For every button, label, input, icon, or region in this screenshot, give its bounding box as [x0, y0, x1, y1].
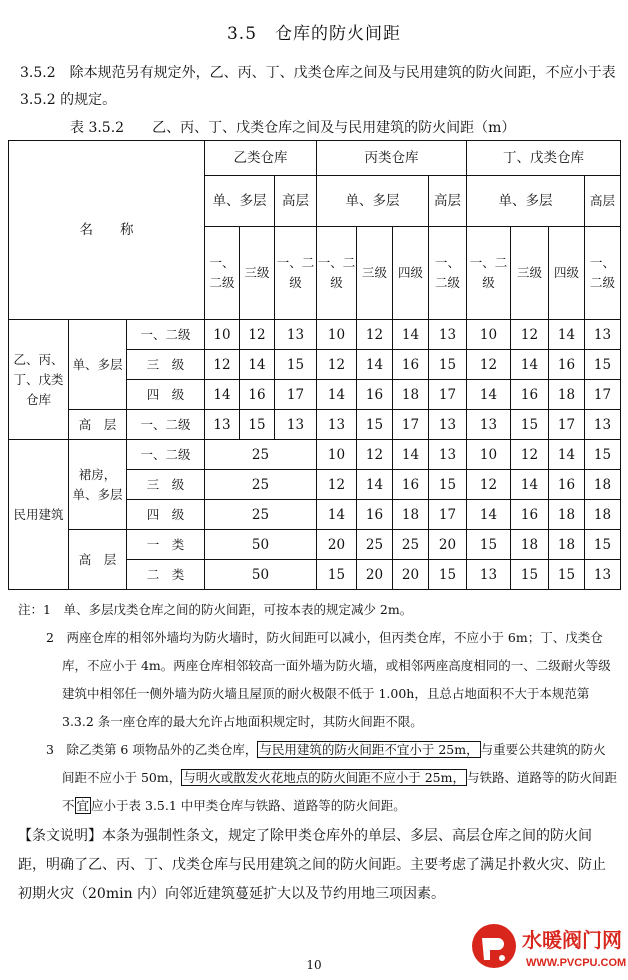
value-cell: 13 [585, 560, 621, 590]
value-cell: 25 [393, 530, 429, 560]
table-notes [18, 596, 618, 820]
value-cell: 13 [429, 410, 467, 440]
table-row [9, 440, 621, 470]
watermark-brand: 水暖阀门网 [522, 930, 622, 952]
value-cell: 13 [467, 410, 511, 440]
grade-cell: 一、二级 [127, 320, 205, 350]
value-cell: 13 [275, 410, 317, 440]
row-label-civil-high: 高 层 [69, 530, 127, 590]
row-label-warehouse: 乙、丙、丁、戊类仓库 [9, 320, 69, 440]
note-3-boxed-char: 宜 [76, 798, 90, 813]
value-cell: 15 [511, 410, 549, 440]
value-cell: 12 [240, 320, 275, 350]
page-number: 10 [306, 958, 322, 972]
floor-header: 高层 [275, 176, 317, 227]
group-header-dingwu: 丁、戊类仓库 [467, 141, 621, 176]
value-cell: 14 [511, 470, 549, 500]
value-cell: 16 [357, 380, 393, 410]
value-cell: 16 [357, 500, 393, 530]
row-label-warehouse-high: 高 层 [69, 410, 127, 440]
note-3-text: 与重要公共建筑的防火间距不应小于 50m， [62, 742, 606, 785]
value-cell: 14 [357, 470, 393, 500]
value-cell: 17 [429, 500, 467, 530]
value-cell: 14 [467, 500, 511, 530]
value-cell: 15 [549, 560, 585, 590]
floor-header: 单、多层 [205, 176, 275, 227]
value-cell: 15 [429, 560, 467, 590]
table-caption: 表 3.5.2 乙、丙、丁、戊类仓库之间及与民用建筑的防火间距（m） [70, 120, 516, 136]
floor-header: 单、多层 [467, 176, 585, 227]
grade-header: 四级 [549, 227, 585, 320]
value-cell: 14 [549, 320, 585, 350]
value-cell: 12 [511, 440, 549, 470]
value-cell-yi: 50 [205, 530, 317, 560]
value-cell: 14 [467, 380, 511, 410]
value-cell: 12 [317, 350, 357, 380]
grade-cell: 二 类 [127, 560, 205, 590]
value-cell: 16 [511, 380, 549, 410]
fire-distance-table [8, 140, 621, 590]
grade-cell: 四 级 [127, 500, 205, 530]
value-cell: 15 [585, 350, 621, 380]
value-cell: 16 [511, 500, 549, 530]
value-cell-yi: 25 [205, 470, 317, 500]
value-cell: 13 [205, 410, 240, 440]
note-3-text: 与铁路、道路等的防火间距不 [62, 770, 617, 813]
value-cell: 13 [585, 320, 621, 350]
grade-cell: 四 级 [127, 380, 205, 410]
value-cell: 20 [357, 560, 393, 590]
value-cell: 12 [511, 320, 549, 350]
row-label-warehouse-multi: 单、多层 [69, 320, 127, 410]
value-cell: 17 [429, 380, 467, 410]
value-cell: 18 [549, 380, 585, 410]
value-cell: 18 [585, 470, 621, 500]
value-cell: 12 [467, 470, 511, 500]
value-cell: 12 [357, 440, 393, 470]
clause-intro: 3.5.2 除本规范另有规定外，乙、丙、丁、戊类仓库之间及与民用建筑的防火间距，不应小于表 3.5.2 的规定。 [20, 65, 616, 108]
value-cell: 13 [429, 440, 467, 470]
value-cell: 15 [317, 560, 357, 590]
grade-cell: 一、二级 [127, 440, 205, 470]
value-cell: 18 [585, 500, 621, 530]
value-cell: 10 [205, 320, 240, 350]
floor-header: 高层 [585, 176, 621, 227]
value-cell: 15 [275, 350, 317, 380]
grade-header: 三级 [511, 227, 549, 320]
watermark-url: WWW.PVCPU.COM [526, 957, 627, 969]
value-cell: 20 [317, 530, 357, 560]
grade-header: 一、二级 [585, 227, 621, 320]
grade-cell: 一、二级 [127, 410, 205, 440]
grade-cell: 三 级 [127, 350, 205, 380]
note-3-text: 应小于表 3.5.1 中甲类仓库与铁路、道路等的防火间距。 [91, 798, 406, 813]
group-header-bing: 丙类仓库 [317, 141, 467, 176]
section-title: 3.5 仓库的防火间距 [226, 24, 402, 44]
value-cell: 17 [393, 410, 429, 440]
value-cell: 16 [393, 350, 429, 380]
value-cell-yi: 50 [205, 560, 317, 590]
group-header-yi: 乙类仓库 [205, 141, 317, 176]
value-cell: 13 [429, 320, 467, 350]
floor-header: 单、多层 [317, 176, 429, 227]
grade-header: 一、二级 [317, 227, 357, 320]
value-cell-yi: 25 [205, 440, 317, 470]
grade-header: 一、二级 [467, 227, 511, 320]
value-cell: 25 [357, 530, 393, 560]
grade-header: 一、二级 [429, 227, 467, 320]
value-cell: 14 [393, 440, 429, 470]
grade-header: 三级 [357, 227, 393, 320]
note-3-text: 3 除乙类第 6 项物品外的乙类仓库， [46, 742, 258, 757]
name-header: 名 称 [9, 141, 205, 320]
value-cell: 14 [549, 440, 585, 470]
value-cell: 12 [317, 470, 357, 500]
value-cell: 15 [467, 530, 511, 560]
value-cell: 18 [393, 380, 429, 410]
value-cell: 20 [429, 530, 467, 560]
value-cell: 14 [317, 380, 357, 410]
value-cell: 14 [393, 320, 429, 350]
grade-cell: 一 类 [127, 530, 205, 560]
value-cell: 16 [549, 470, 585, 500]
value-cell: 14 [317, 500, 357, 530]
value-cell: 13 [585, 410, 621, 440]
grade-header: 三级 [240, 227, 275, 320]
value-cell: 15 [511, 560, 549, 590]
value-cell: 15 [585, 440, 621, 470]
value-cell: 12 [357, 320, 393, 350]
value-cell: 13 [467, 560, 511, 590]
value-cell: 12 [467, 350, 511, 380]
grade-header: 一、二级 [205, 227, 240, 320]
value-cell: 18 [393, 500, 429, 530]
value-cell: 17 [549, 410, 585, 440]
value-cell: 10 [467, 440, 511, 470]
note-3 [18, 736, 618, 820]
table-row [9, 530, 621, 560]
value-cell: 13 [317, 410, 357, 440]
value-cell: 14 [511, 350, 549, 380]
value-cell: 15 [429, 470, 467, 500]
value-cell: 17 [275, 380, 317, 410]
table-row [9, 320, 621, 350]
value-cell: 14 [357, 350, 393, 380]
value-cell: 18 [549, 500, 585, 530]
grade-header: 一、二级 [275, 227, 317, 320]
value-cell: 20 [393, 560, 429, 590]
value-cell: 14 [240, 350, 275, 380]
value-cell: 17 [585, 380, 621, 410]
clause-explanation: 【条文说明】本条为强制性条文，规定了除甲类仓库外的单层、多层、高层仓库之间的防火间距，明确了乙、丙、丁、戊类仓库与民用建筑之间的防火间距。主要考虑了满足扑救火灾、防止初期火灾（20min 内）向邻近建筑蔓延扩大以及节约用地三项因素。 [18, 828, 606, 902]
value-cell: 10 [467, 320, 511, 350]
value-cell: 16 [549, 350, 585, 380]
value-cell: 10 [317, 440, 357, 470]
value-cell: 18 [511, 530, 549, 560]
value-cell: 15 [429, 350, 467, 380]
row-label-civil: 民用建筑 [9, 440, 69, 590]
value-cell: 13 [275, 320, 317, 350]
value-cell: 14 [205, 380, 240, 410]
value-cell: 15 [357, 410, 393, 440]
note-3-boxed-text: 与民用建筑的防火间距不宜小于 25m， [259, 742, 479, 757]
value-cell: 16 [393, 470, 429, 500]
value-cell-yi: 25 [205, 500, 317, 530]
floor-header: 高层 [429, 176, 467, 227]
value-cell: 18 [549, 530, 585, 560]
note-2: 2 两座仓库的相邻外墙均为防火墙时，防火间距可以减小，但丙类仓库，不应小于 6m；丁、戊类仓库，不应小于 4m。两座仓库相邻较高一面外墙为防火墙，或相邻两座高度相同的一、二级耐火等级建筑中相邻任一侧外墙为防火墙且屋顶的耐火极限不低于 1.00h，且总占地面积不大于本规范第 3.3.2 条一座仓库的最大允许占地面积规定时，其防火间距不限。 [46, 630, 611, 729]
note-3-boxed-text: 与明火或散发火花地点的防火间距不应小于 25m， [183, 770, 465, 785]
note-1: 注：1 单、多层戊类仓库之间的防火间距，可按本表的规定减少 2m。 [18, 602, 413, 617]
table-row [9, 410, 621, 440]
value-cell: 15 [240, 410, 275, 440]
value-cell: 10 [317, 320, 357, 350]
value-cell: 15 [585, 530, 621, 560]
grade-header: 四级 [393, 227, 429, 320]
value-cell: 16 [240, 380, 275, 410]
row-label-civil-multi: 裙房，单、多层 [69, 440, 127, 530]
value-cell: 12 [205, 350, 240, 380]
grade-cell: 三 级 [127, 470, 205, 500]
